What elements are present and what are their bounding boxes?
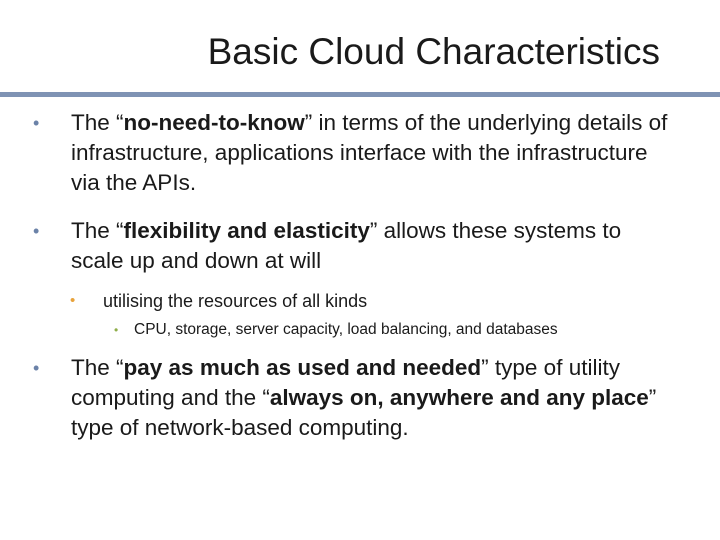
bullet-text (71, 108, 671, 198)
bullet-text-part: The “ (71, 218, 124, 243)
bullet-text-part: ” in terms of the underlying details of infrastructure, applications interface with the infrastructure via the APIs. (71, 110, 668, 195)
bullet-text (103, 289, 683, 313)
title-divider (0, 92, 720, 97)
bullet-text (134, 319, 694, 341)
bullet-text-emphasis: always on, anywhere and any place (269, 385, 649, 410)
bullet-text-part: CPU, storage, server capacity, load balancing, and databases (134, 321, 558, 338)
bullet-text-part: The “ (71, 355, 124, 380)
bullet-text (71, 216, 671, 276)
bullet-text-part: ” allows these systems to scale up and down at will (71, 218, 622, 273)
bullet-marker: • (33, 358, 40, 378)
bullet-text-emphasis: pay as much as used and needed (123, 355, 482, 380)
bullet-text-part: utilising the resources of all kinds (103, 291, 368, 311)
bullet-text-part: ” type of utility computing and the “ (71, 355, 620, 410)
slide-title: Basic Cloud Characteristics (207, 31, 660, 72)
bullet-marker: • (114, 323, 119, 337)
bullet-text-part: ” type of network-based computing. (71, 385, 657, 440)
bullet-marker: • (70, 292, 76, 309)
bullet-marker: • (33, 221, 40, 241)
bullet-text-part: The “ (71, 110, 124, 135)
bullet-text-emphasis: no-need-to-know (123, 110, 305, 135)
bullet-marker: • (33, 113, 40, 133)
bullet-text-emphasis: flexibility and elasticity (123, 218, 370, 243)
bullet-text (71, 353, 671, 443)
